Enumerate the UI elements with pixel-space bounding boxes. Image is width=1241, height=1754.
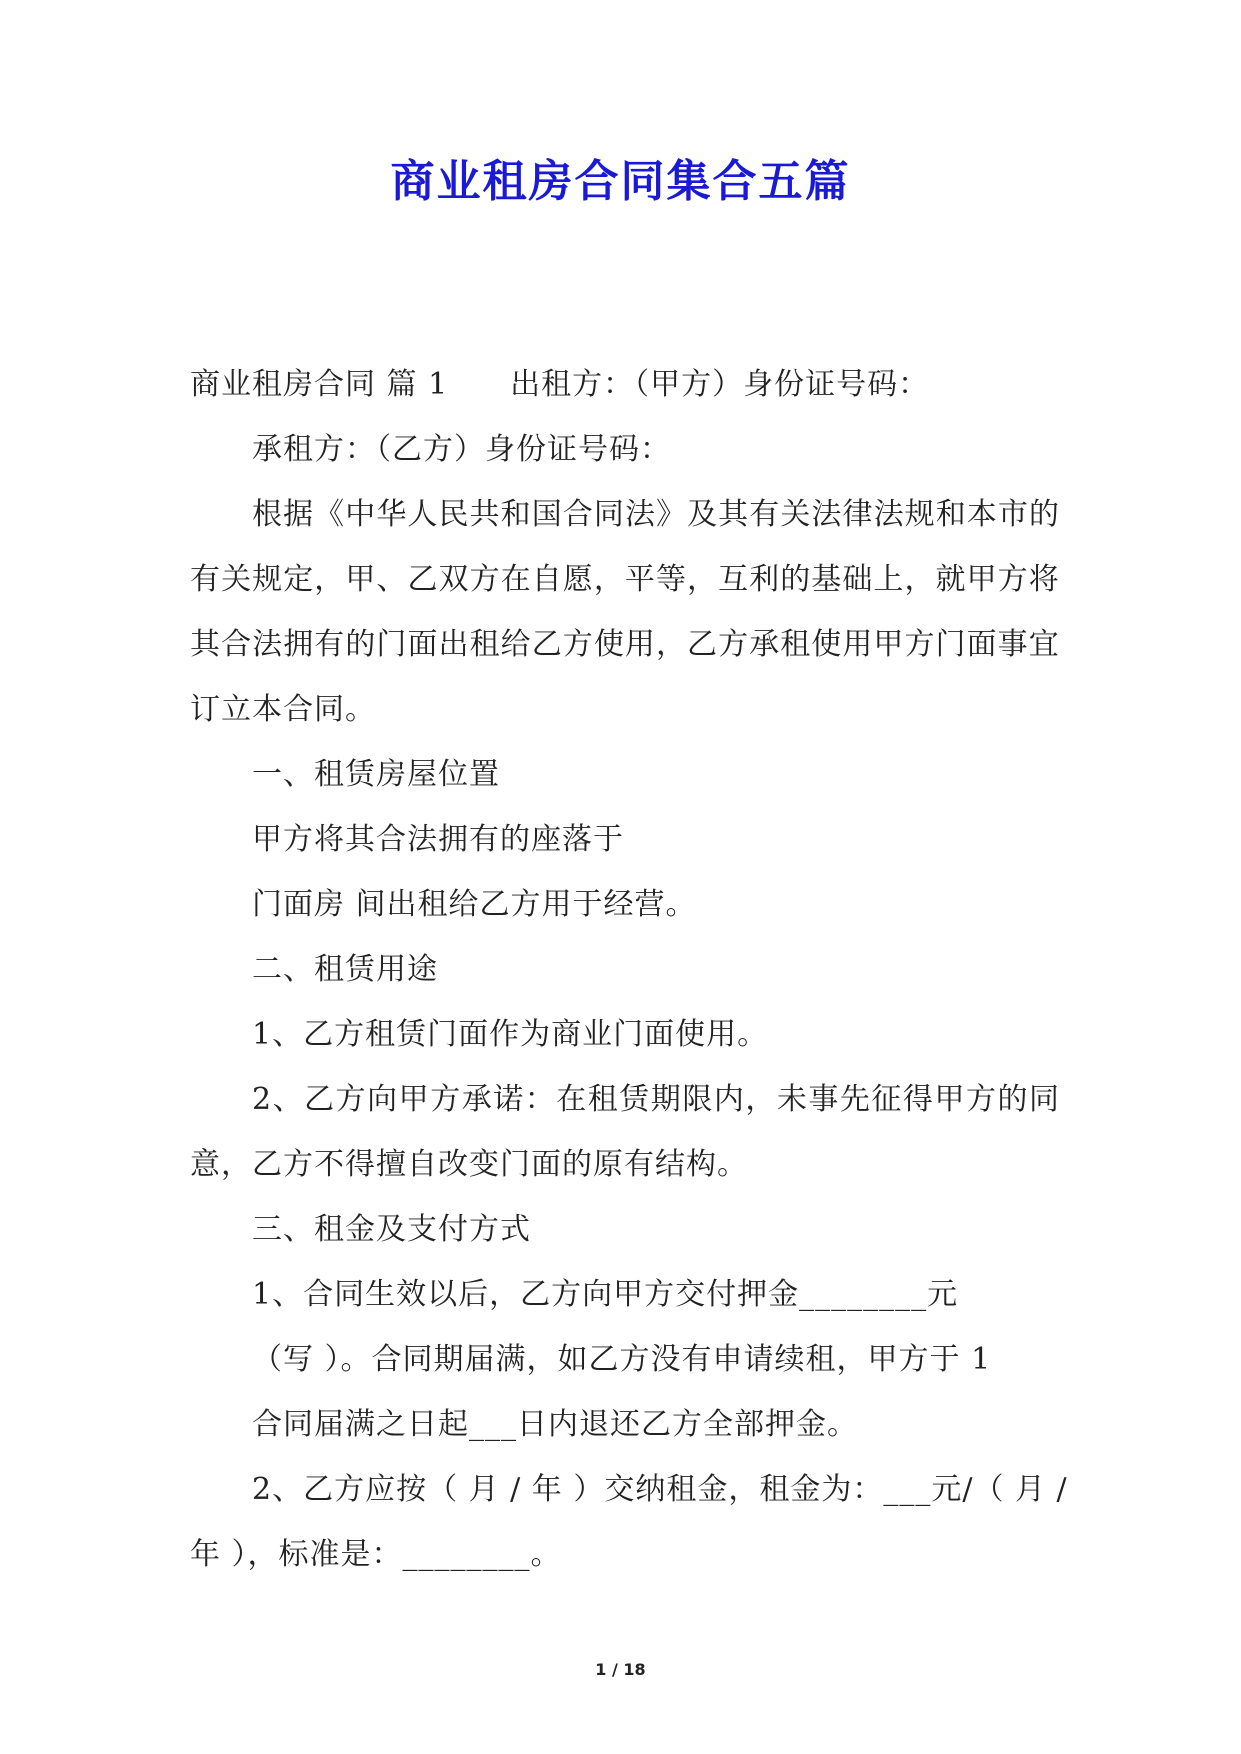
paragraph-line: 其 合 法 拥 有 的 门 面 出 租 给 乙 方 使 用 ， 乙 方 承 租 使 用 甲 方 门 面 事 宜	[190, 627, 1060, 662]
document-title: 商业租房合同集合五篇	[390, 156, 851, 207]
paragraph-line: 2、乙方应按（ 月 / 年 ）交纳租金，租金为：___元/（ 月 /	[252, 1472, 1068, 1507]
paragraph-line: 承租方：（乙方）身份证号码：	[252, 432, 671, 467]
paragraph-line: 2 、 乙 方 向 甲 方 承 诺 ： 在 租 赁 期 限 内 ， 未 事 先 征 得 甲 方 的 同	[252, 1082, 1060, 1117]
document-body	[190, 352, 1068, 1587]
lessor-field-label: 出租方：（甲方）身份证号码：	[510, 367, 930, 402]
paragraph-line: 1、合同生效以后，乙方向甲方交付押金________元	[252, 1277, 959, 1312]
paragraph-line: 有 关 规 定 ， 甲 、 乙 双 方 在 自 愿 ， 平 等 ， 互 利 的 基 础 上 ， 就 甲 方 将	[190, 562, 1060, 597]
paragraph-line: 年 ），标准是：________。	[190, 1537, 562, 1572]
paragraph-line	[190, 352, 1060, 417]
paragraph-line: 根 据 《 中 华 人 民 共 和 国 合 同 法 》 及 其 有 关 法 律 法 规 和 本 市 的	[252, 497, 1060, 532]
paragraph-line: （写 ）。合同期届满，如乙方没有申请续租，甲方于 1	[252, 1342, 992, 1377]
paragraph-line: 三、租金及支付方式	[252, 1212, 531, 1247]
paragraph-line: 1、乙方租赁门面作为商业门面使用。	[252, 1017, 769, 1052]
paragraph-line: 订立本合同。	[190, 692, 376, 727]
paragraph-line: 二、租赁用途	[252, 952, 438, 987]
page-number: 1 / 18	[595, 1660, 646, 1679]
paragraph-line: 合同届满之日起___日内退还乙方全部押金。	[252, 1407, 858, 1442]
paragraph-line: 门面房 间出租给乙方用于经营。	[252, 887, 697, 922]
paragraph-line: 意，乙方不得擅自改变门面的原有结构。	[190, 1147, 748, 1182]
section-heading: 商业租房合同 篇 1	[190, 367, 449, 402]
paragraph-line: 甲方将其合法拥有的座落于	[252, 822, 624, 857]
paragraph-line: 一、租赁房屋位置	[252, 757, 500, 792]
